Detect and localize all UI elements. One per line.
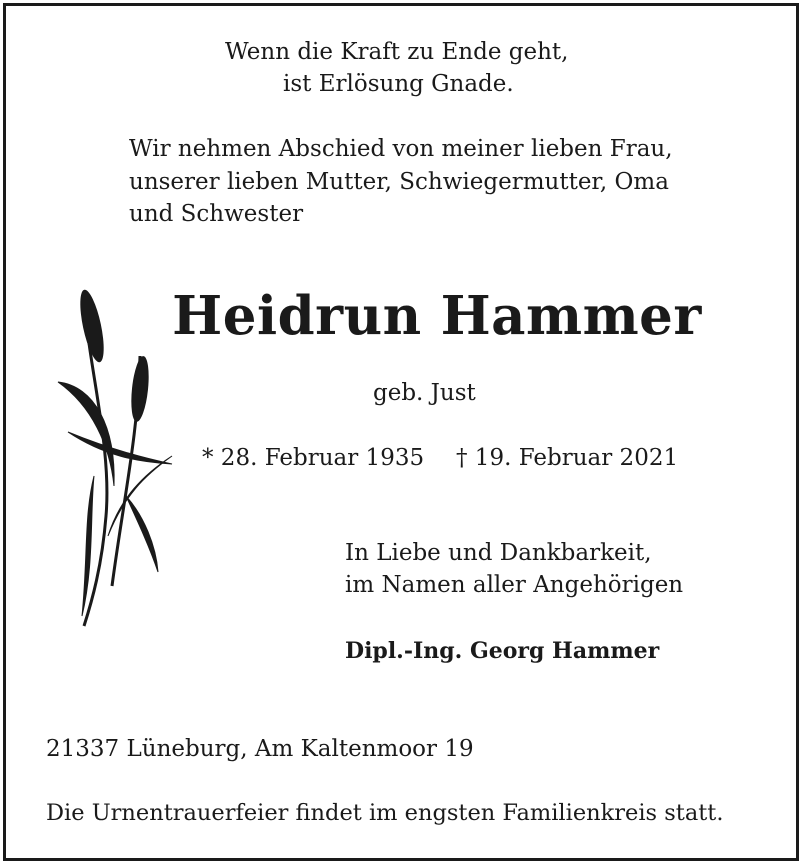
motto-line-1: Wenn die Kraft zu Ende geht,: [225, 39, 569, 65]
intro-line-3: und Schwester: [129, 201, 304, 227]
intro-line-2: unserer lieben Mutter, Schwiegermutter, Oma: [129, 169, 669, 195]
birth-date: * 28. Februar 1935: [202, 445, 425, 471]
address: 21337 Lüneburg, Am Kaltenmoor 19: [46, 736, 474, 762]
ceremony-note: Die Urnentrauerfeier findet im engsten Familienkreis statt.: [46, 800, 724, 826]
maiden-name: geb. Just: [373, 380, 476, 406]
intro-line-1: Wir nehmen Abschied von meiner lieben Frau,: [129, 136, 673, 162]
death-date: † 19. Februar 2021: [456, 445, 679, 471]
motto-line-2: ist Erlösung Gnade.: [283, 71, 514, 97]
obituary-notice: [3, 3, 799, 861]
signature-line-2: im Namen aller Angehörigen: [345, 572, 684, 598]
signature-line-1: In Liebe und Dankbarkeit,: [345, 540, 652, 566]
signer-name: Dipl.-Ing. Georg Hammer: [345, 638, 660, 664]
deceased-name: Heidrun Hammer: [172, 285, 702, 347]
